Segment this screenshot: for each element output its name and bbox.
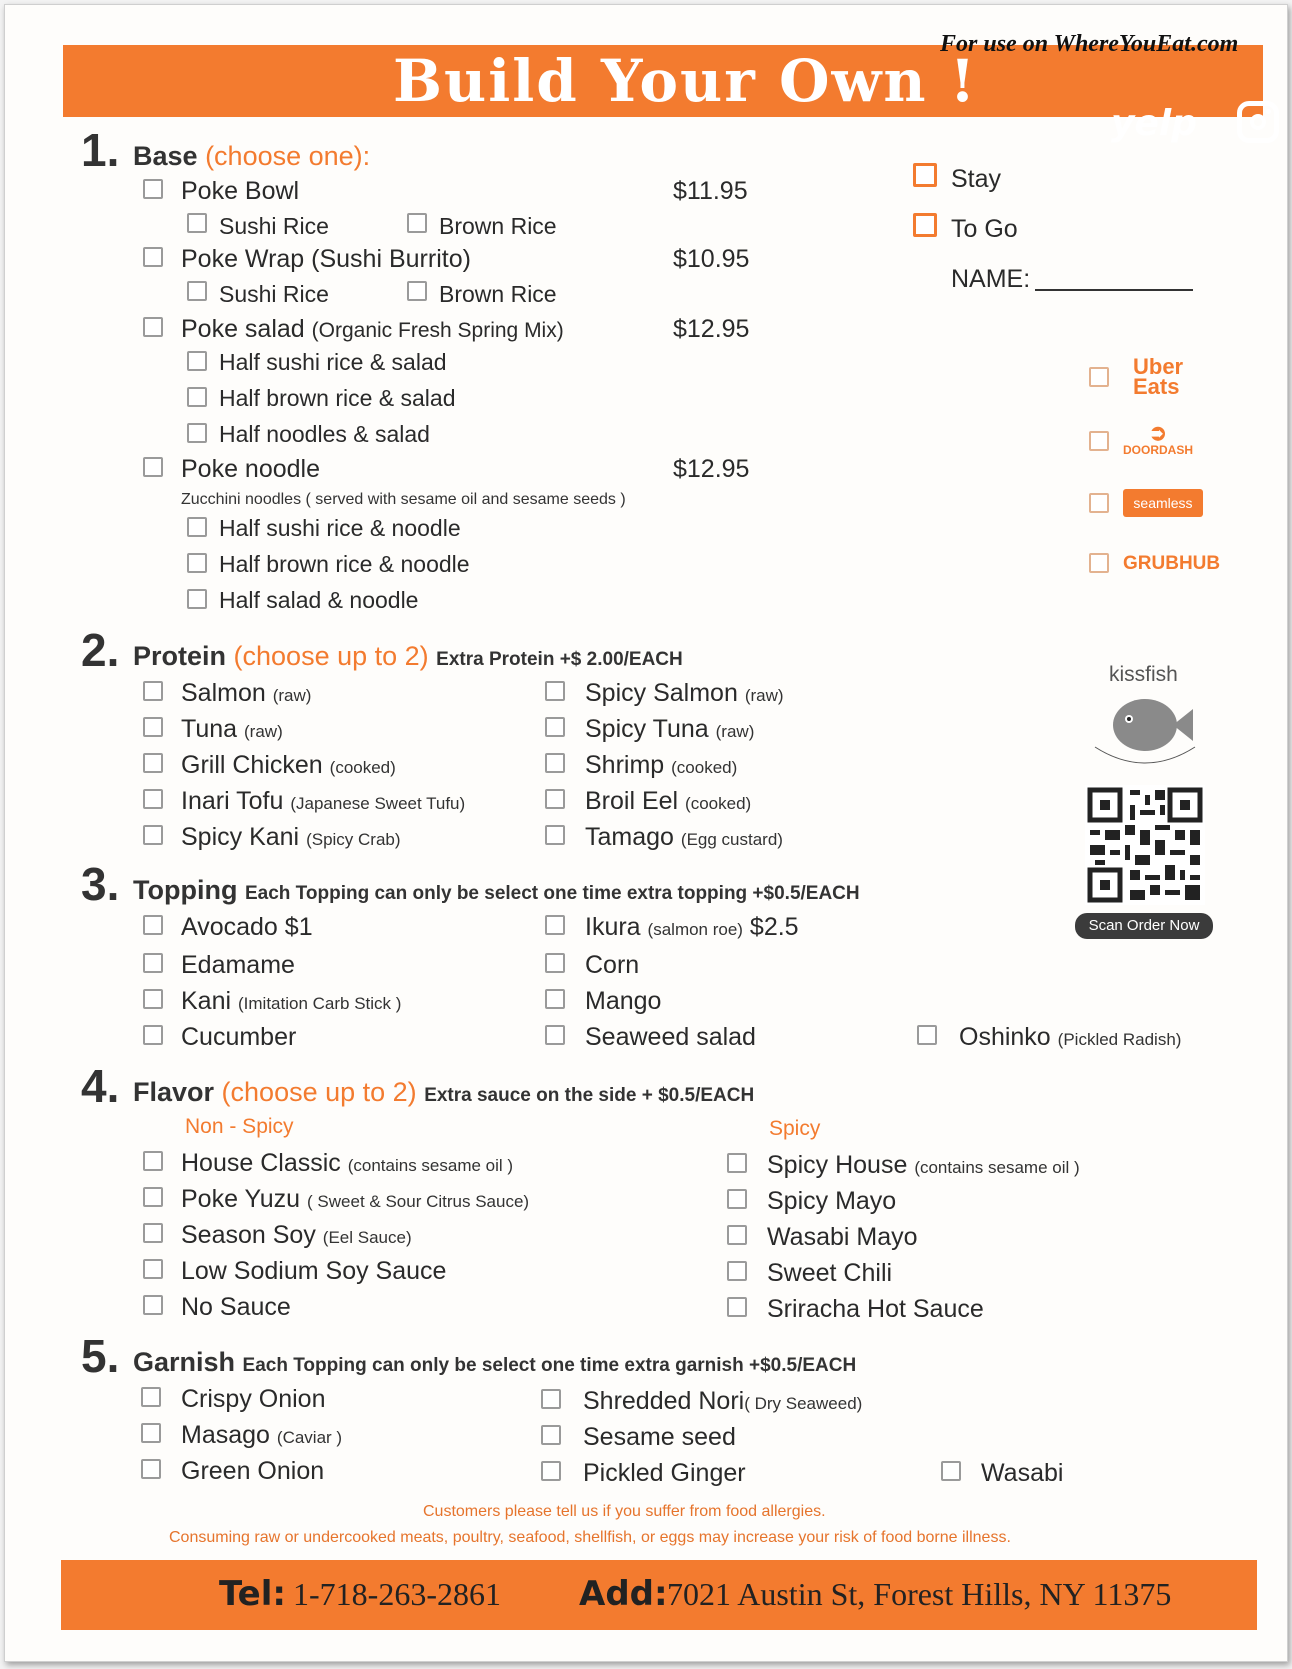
edamame-checkbox[interactable] (143, 953, 163, 973)
section-number-protein: 2. (81, 624, 120, 676)
avocado-label: Avocado $1 (181, 913, 313, 941)
tamago-checkbox[interactable] (545, 825, 565, 845)
poke-noodle-label: Poke noodle (181, 455, 321, 483)
section-number-topping: 3. (81, 858, 120, 910)
sesame-seed-label: Sesame seed (583, 1423, 736, 1451)
wrap-brown-rice-checkbox[interactable] (407, 281, 427, 301)
wrap-sushi-rice-checkbox[interactable] (187, 281, 207, 301)
stay-label: Stay (951, 165, 1002, 193)
seamless-checkbox[interactable] (1089, 493, 1109, 513)
stay-checkbox[interactable] (913, 163, 937, 187)
poke-noodle-price: $12.95 (673, 455, 750, 483)
spicy-tuna-label: Spicy Tuna (raw) (585, 715, 755, 743)
wasabi-mayo-checkbox[interactable] (727, 1225, 747, 1245)
spicy-house-label: Spicy House (contains sesame oil ) (767, 1151, 1080, 1179)
half-brown-salad-checkbox[interactable] (187, 387, 207, 407)
cucumber-label: Cucumber (181, 1023, 297, 1051)
spicy-tuna-checkbox[interactable] (545, 717, 565, 737)
poke-noodle-checkbox[interactable] (143, 457, 163, 477)
poke-salad-price: $12.95 (673, 315, 750, 343)
tuna-label: Tuna (raw) (181, 715, 283, 743)
cucumber-checkbox[interactable] (143, 1025, 163, 1045)
half-sushi-noodle-checkbox[interactable] (187, 517, 207, 537)
page-title: Build Your Own ! (393, 47, 978, 115)
pickled-ginger-label: Pickled Ginger (583, 1459, 746, 1487)
tamago-label: Tamago (Egg custard) (585, 823, 783, 851)
tuna-checkbox[interactable] (143, 717, 163, 737)
grubhub-checkbox[interactable] (1089, 553, 1109, 573)
fish-logo-icon (1085, 687, 1205, 777)
to-go-checkbox[interactable] (913, 213, 937, 237)
oshinko-checkbox[interactable] (917, 1025, 937, 1045)
spicy-kani-checkbox[interactable] (143, 825, 163, 845)
spicy-house-checkbox[interactable] (727, 1153, 747, 1173)
season-soy-label: Season Soy (Eel Sauce) (181, 1221, 412, 1249)
scan-order-button[interactable]: Scan Order Now (1075, 913, 1213, 939)
half-salad-noodle-checkbox[interactable] (187, 589, 207, 609)
mango-checkbox[interactable] (545, 989, 565, 1009)
grill-chicken-checkbox[interactable] (143, 753, 163, 773)
avocado-checkbox[interactable] (143, 915, 163, 935)
house-classic-checkbox[interactable] (143, 1151, 163, 1171)
poke-yuzu-label: Poke Yuzu ( Sweet & Sour Citrus Sauce) (181, 1185, 530, 1213)
doordash-logo: ➲ DOORDASH (1123, 420, 1194, 457)
poke-wrap-label: Poke Wrap (Sushi Burrito) (181, 245, 471, 273)
half-brown-noodle-checkbox[interactable] (187, 553, 207, 573)
uber-eats-checkbox[interactable] (1089, 367, 1109, 387)
allergy-note: Customers please tell us if you suffer from food allergies. (423, 1503, 826, 1520)
broil-eel-label: Broil Eel (cooked) (585, 787, 752, 815)
edamame-label: Edamame (181, 951, 295, 979)
qr-code-icon[interactable] (1085, 785, 1205, 905)
crispy-onion-checkbox[interactable] (141, 1387, 161, 1407)
low-sodium-checkbox[interactable] (143, 1259, 163, 1279)
doordash-checkbox[interactable] (1089, 431, 1109, 451)
ikura-checkbox[interactable] (545, 915, 565, 935)
raw-food-warning: Consuming raw or undercooked meats, poultry, seafood, shellfish, or eggs may increase your risk of food borne illness. (169, 1529, 1011, 1546)
corn-checkbox[interactable] (545, 953, 565, 973)
noodle-note: Zucchini noodles ( served with sesame oil and sesame seeds ) (181, 491, 626, 508)
seaweed-salad-label: Seaweed salad (585, 1023, 756, 1051)
spicy-mayo-label: Spicy Mayo (767, 1187, 897, 1215)
broil-eel-checkbox[interactable] (545, 789, 565, 809)
spicy-heading: Spicy (769, 1117, 821, 1140)
shrimp-label: Shrimp (cooked) (585, 751, 738, 779)
salmon-checkbox[interactable] (143, 681, 163, 701)
bowl-sushi-rice-label: Sushi Rice (219, 213, 329, 239)
mango-label: Mango (585, 987, 662, 1015)
sesame-seed-checkbox[interactable] (541, 1425, 561, 1445)
uber-eats-logo: Uber Eats (1133, 354, 1184, 399)
no-sauce-label: No Sauce (181, 1293, 291, 1321)
low-sodium-label: Low Sodium Soy Sauce (181, 1257, 447, 1285)
wasabi-checkbox[interactable] (941, 1461, 961, 1481)
pickled-ginger-checkbox[interactable] (541, 1461, 561, 1481)
section-number-base: 1. (81, 124, 120, 176)
sriracha-label: Sriracha Hot Sauce (767, 1295, 984, 1323)
name-label: NAME: (951, 265, 1031, 293)
wrap-sushi-rice-label: Sushi Rice (219, 281, 329, 307)
half-sushi-salad-checkbox[interactable] (187, 351, 207, 371)
section-number-flavor: 4. (81, 1060, 120, 1112)
poke-salad-label: Poke salad (Organic Fresh Spring Mix) (181, 315, 564, 343)
to-go-label: To Go (951, 215, 1018, 243)
salmon-label: Salmon (raw) (181, 679, 312, 707)
watermark: For use on WhereYouEat.com (940, 31, 1239, 57)
section-number-garnish: 5. (81, 1330, 120, 1382)
section-title-garnish: Garnish Each Topping can only be select one time extra garnish +$0.5/EACH (133, 1347, 857, 1377)
shredded-nori-checkbox[interactable] (541, 1389, 561, 1409)
inari-tofu-checkbox[interactable] (143, 789, 163, 809)
corn-label: Corn (585, 951, 640, 979)
section-title-flavor: Flavor (choose up to 2) Extra sauce on the side + $0.5/EACH (133, 1077, 755, 1107)
wasabi-label: Wasabi (981, 1459, 1064, 1487)
poke-bowl-price: $11.95 (673, 177, 748, 205)
poke-salad-checkbox[interactable] (143, 317, 163, 337)
seamless-logo: seamless (1123, 489, 1203, 517)
poke-bowl-label: Poke Bowl (181, 177, 300, 205)
spicy-salmon-label: Spicy Salmon (raw) (585, 679, 784, 707)
spicy-mayo-checkbox[interactable] (727, 1189, 747, 1209)
poke-wrap-price: $10.95 (673, 245, 750, 273)
oshinko-label: Oshinko (Pickled Radish) (959, 1023, 1182, 1051)
non-spicy-heading: Non - Spicy (185, 1115, 294, 1138)
masago-label: Masago (Caviar ) (181, 1421, 343, 1449)
seaweed-salad-checkbox[interactable] (545, 1025, 565, 1045)
poke-yuzu-checkbox[interactable] (143, 1187, 163, 1207)
half-sushi-noodle-label: Half sushi rice & noodle (219, 515, 461, 541)
menu-sheet (4, 4, 1288, 1662)
kani-label: Kani (Imitation Carb Stick ) (181, 987, 402, 1015)
bowl-brown-rice-checkbox[interactable] (407, 213, 427, 233)
half-salad-noodle-label: Half salad & noodle (219, 587, 419, 613)
poke-bowl-checkbox[interactable] (143, 179, 163, 199)
doordash-icon: ➲ (1148, 420, 1168, 445)
sweet-chili-label: Sweet Chili (767, 1259, 893, 1287)
spicy-kani-label: Spicy Kani (Spicy Crab) (181, 823, 401, 851)
crispy-onion-label: Crispy Onion (181, 1385, 326, 1413)
tel-label: Tel: (219, 1574, 286, 1614)
spicy-salmon-checkbox[interactable] (545, 681, 565, 701)
yelp-logo: yelp (1111, 103, 1197, 144)
address-label: Add: (579, 1574, 668, 1614)
instagram-icon (1237, 101, 1279, 143)
sweet-chili-checkbox[interactable] (727, 1261, 747, 1281)
season-soy-checkbox[interactable] (143, 1223, 163, 1243)
ikura-label: Ikura (salmon roe) $2.5 (585, 913, 799, 941)
half-noodles-salad-checkbox[interactable] (187, 423, 207, 443)
address: 7021 Austin St, Forest Hills, NY 11375 (667, 1576, 1172, 1612)
shredded-nori-label: Shredded Nori( Dry Seaweed) (583, 1387, 863, 1415)
phone-number[interactable]: 1-718-263-2861 (293, 1576, 501, 1612)
section-title-protein: Protein (choose up to 2) Extra Protein +$ 2.00/EACH (133, 641, 683, 671)
half-sushi-salad-label: Half sushi rice & salad (219, 349, 447, 375)
kani-checkbox[interactable] (143, 989, 163, 1009)
half-noodles-salad-label: Half noodles & salad (219, 421, 430, 447)
name-field[interactable] (1035, 289, 1193, 291)
green-onion-label: Green Onion (181, 1457, 325, 1485)
no-sauce-checkbox[interactable] (143, 1295, 163, 1315)
poke-wrap-checkbox[interactable] (143, 247, 163, 267)
half-brown-noodle-label: Half brown rice & noodle (219, 551, 470, 577)
masago-checkbox[interactable] (141, 1423, 161, 1443)
section-title-topping: Topping Each Topping can only be select one time extra topping +$0.5/EACH (133, 875, 860, 905)
half-brown-salad-label: Half brown rice & salad (219, 385, 456, 411)
inari-tofu-label: Inari Tofu (Japanese Sweet Tufu) (181, 787, 466, 815)
shrimp-checkbox[interactable] (545, 753, 565, 773)
wasabi-mayo-label: Wasabi Mayo (767, 1223, 918, 1251)
grubhub-logo: GRUBHUB (1123, 553, 1221, 574)
contact-bar (61, 1560, 1257, 1630)
sriracha-checkbox[interactable] (727, 1297, 747, 1317)
bowl-brown-rice-label: Brown Rice (439, 213, 557, 239)
kissfish-logo-text: kissfish (1109, 663, 1178, 686)
house-classic-label: House Classic (contains sesame oil ) (181, 1149, 514, 1177)
wrap-brown-rice-label: Brown Rice (439, 281, 557, 307)
bowl-sushi-rice-checkbox[interactable] (187, 213, 207, 233)
green-onion-checkbox[interactable] (141, 1459, 161, 1479)
grill-chicken-label: Grill Chicken (cooked) (181, 751, 396, 779)
section-title-base: Base (choose one): (133, 141, 371, 171)
